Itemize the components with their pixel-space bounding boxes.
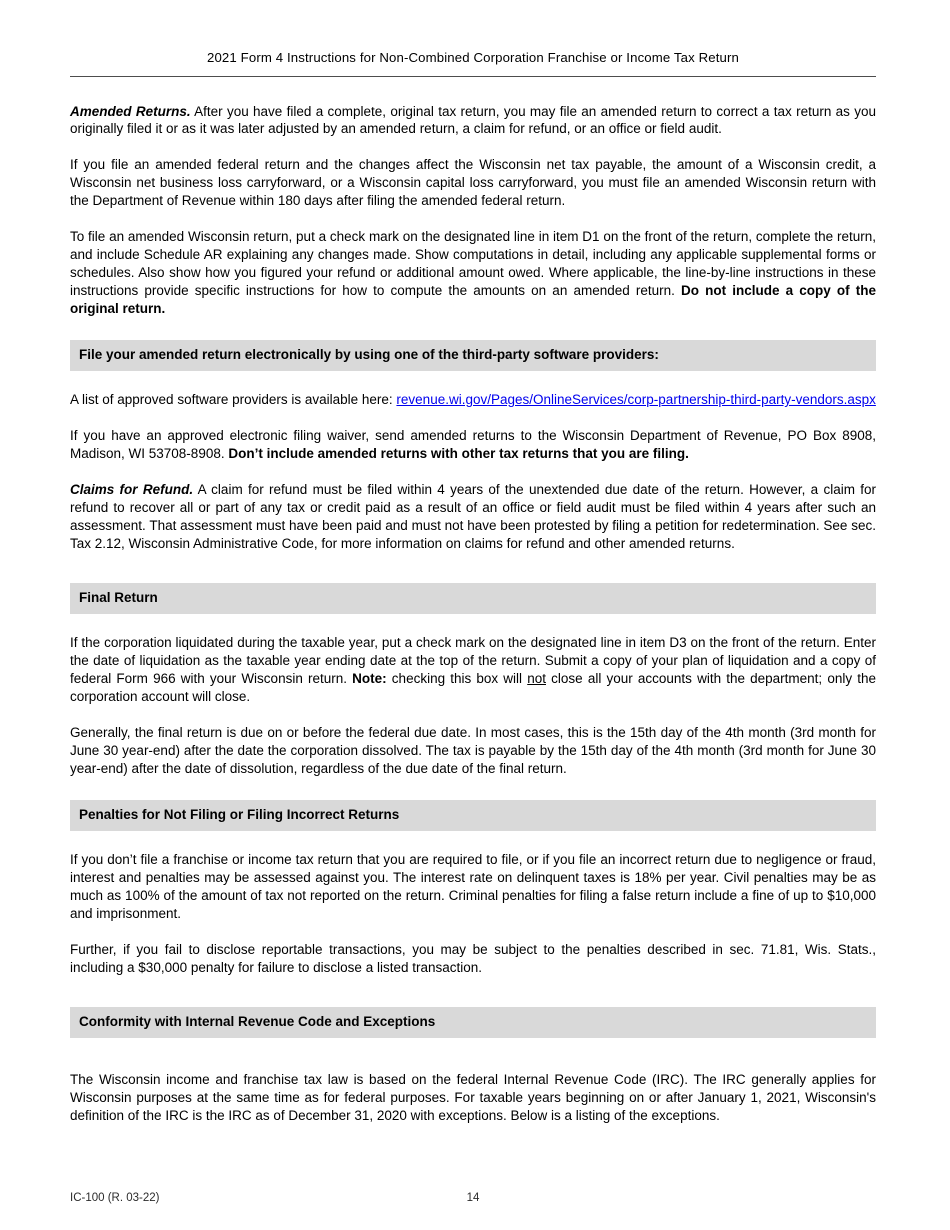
final-return-note-label: Note: — [352, 670, 387, 686]
claims-for-refund-paragraph — [70, 481, 876, 553]
conformity-section-body — [70, 1071, 876, 1125]
final-return-paragraph-1-text-b: checking this box will — [386, 670, 528, 686]
filing-waiver-text: If you have an approved electronic filing waiver, send amended returns to the Wisconsin Department of Revenue, PO Box 8908, Madison, WI 53708-8908. — [70, 428, 876, 462]
footer-row — [70, 1192, 876, 1208]
section-heading-conformity: Conformity with Internal Revenue Code and Exceptions — [70, 1007, 876, 1038]
penalties-paragraph-2: Further, if you fail to disclose reportable transactions, you may be subject to the penalties described in sec. 71.81, Wis. Stats., including a $30,000 penalty for failure to disclose a listed transaction. — [70, 941, 876, 975]
third-party-vendors-link[interactable]: revenue.wi.gov/Pages/OnlineServices/corp-partnership-third-party-vendors.aspx — [396, 392, 876, 408]
final-return-paragraph-1 — [70, 634, 876, 706]
claims-for-refund-lead-in: Claims for Refund. — [70, 482, 194, 498]
filing-waiver-paragraph — [70, 427, 876, 463]
footer-page-number: 14 — [466, 1192, 480, 1204]
do-not-include-copy-emphasis: Do not include a copy of the original return. — [70, 283, 876, 317]
amended-returns-lead-in: Amended Returns. — [70, 103, 191, 119]
section-heading-efile-providers: File your amended return electronically by using one of the third-party software providers: — [70, 340, 876, 371]
page-header — [70, 0, 876, 67]
penalties-paragraph-1: If you don’t file a franchise or income tax return that you are required to file, or if you file an incorrect return due to negligence or fraud, interest and penalties may be assessed against you. The interest rate on delinquent taxes is 18% per year. Civil penalties may be as much as 100% of the amount of tax not reported on the return. Criminal penalties for filing a false return include a fine of up to $10,000 and imprisonment. — [70, 851, 876, 921]
amended-returns-paragraph-3 — [70, 228, 876, 318]
conformity-paragraph-1: The Wisconsin income and franchise tax law is based on the federal Internal Revenue Code (IRC). The IRC generally applies for Wisconsin purposes at the same time as for federal purposes. For taxable years beginning on or after January 1, 2021, Wisconsin's definition of the IRC is the IRC as of December 31, 2020 with exceptions. Below is a listing of the exceptions. — [70, 1071, 876, 1123]
header-divider — [70, 76, 876, 77]
amended-returns-paragraph-3-text: To file an amended Wisconsin return, put a check mark on the designated line in item D1 on the front of the return, complete the return, and include Schedule AR explaining any changes made. Show computations in detail, including any applicable supplemental forms or schedules. Also show how you figured your refund or additional amount owed. Where applicable, the line-by-line instructions in these instructions provide specific instructions for how to compute the amounts on an amended return. — [70, 229, 876, 299]
software-provider-list-paragraph — [70, 391, 876, 409]
section-heading-final-return: Final Return — [70, 583, 876, 614]
claims-for-refund-text: A claim for refund must be filed within 4 years of the unextended due date of the return. However, a claim for refund to recover all or part of any tax or credit paid as a result of an office or field audit must be filed within 4 years after such an assessment. That assessment must have been paid and must not have been protested by filing a petition for redetermination. See sec. Tax 2.12, Wisconsin Administrative Code, for more information on claims for refund and other amended returns. — [70, 482, 877, 551]
penalties-section-body — [70, 851, 876, 977]
section-heading-penalties: Penalties for Not Filing or Filing Incorrect Returns — [70, 800, 876, 831]
final-return-paragraph-2: Generally, the final return is due on or before the federal due date. In most cases, this is the 15th day of the 4th month (3rd month for June 30 year-end) after the date the corporation dissolved. The tax is payable by the 15th day of the 4th month (3rd month for June 30 year-end) after the date of dissolution, regardless of the due date of the final return. — [70, 724, 876, 776]
efile-section-body — [70, 391, 876, 553]
dont-include-amended-emphasis: Don’t include amended returns with other tax returns that you are filing. — [228, 446, 689, 462]
amended-returns-section — [70, 103, 876, 319]
final-return-paragraph-1-text-a: If the corporation liquidated during the taxable year, put a check mark on the designated line in item D3 on the front of the return. Enter the date of liquidation as the taxable year ending date at the top of the return. Submit a copy of your plan of liquidation and a copy of federal Form 966 with your Wisconsin return. — [70, 635, 876, 686]
page-content — [70, 0, 876, 1125]
footer-form-id: IC-100 (R. 03-22) — [70, 1192, 160, 1204]
final-return-section-body — [70, 634, 876, 778]
page-footer — [70, 1192, 876, 1208]
amended-returns-paragraph-1 — [70, 103, 876, 139]
final-return-not-emphasis: not — [527, 670, 546, 686]
amended-returns-paragraph-2: If you file an amended federal return and the changes affect the Wisconsin net tax payable, the amount of a Wisconsin credit, a Wisconsin net business loss carryforward, or a Wisconsin capital loss carryforward, you must file an amended Wisconsin return with the Department of Revenue within 180 days after filing the amended federal return. — [70, 157, 876, 209]
final-return-paragraph-1-text-c: close all your accounts with the department; only the corporation account will close. — [70, 670, 877, 704]
software-provider-list-intro: A list of approved software providers is available here: — [70, 392, 397, 408]
header-title: 2021 Form 4 Instructions for Non-Combined Corporation Franchise or Income Tax Return — [207, 50, 739, 65]
amended-returns-paragraph-1-text: After you have filed a complete, original tax return, you may file an amended return to correct a tax return as you originally filed it or as it was later adjusted by an amended return, a claim for refund, or an office or field audit. — [70, 103, 876, 137]
